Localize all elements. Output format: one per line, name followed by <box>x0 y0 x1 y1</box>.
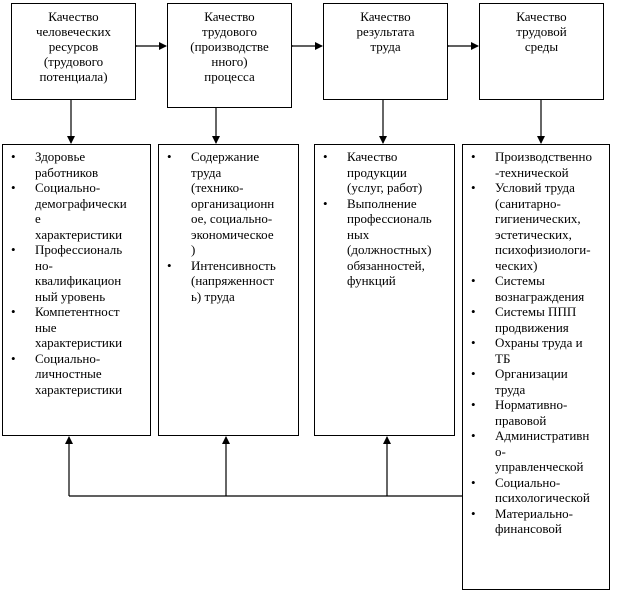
list-labor-process <box>158 144 299 436</box>
list-human-resources <box>2 144 151 436</box>
list-item: • Содержание труда (технико- организационн ое, социально- экономическое ) <box>165 149 292 258</box>
list-item: • Выполнение профессиональ ных (должностных) обязанностей, функций <box>321 196 448 289</box>
list-item: • Профессиональ но- квалификацион ный уровень <box>9 242 144 304</box>
list-item: • Здоровье работников <box>9 149 144 180</box>
list-item: • Социально- демографически е характеристики <box>9 180 144 242</box>
box-labor-environment-quality: Качество трудовой среды <box>479 3 604 100</box>
list-item: • Условий труда (санитарно- гигиенических, эстетических, психофизиологи- ческих) <box>469 180 603 273</box>
list-item: • Охраны труда и ТБ <box>469 335 603 366</box>
list-item: • Социально- психологической <box>469 475 603 506</box>
box-human-resources-quality: Качество человеческих ресурсов (трудового потенциала) <box>11 3 136 100</box>
box-labor-result-quality: Качество результата труда <box>323 3 448 100</box>
list-item: • Нормативно- правовой <box>469 397 603 428</box>
list-labor-environment <box>462 144 610 590</box>
box-labor-process-quality: Качество трудового (производстве нного) процесса <box>167 3 292 108</box>
list-item: • Производственно -технической <box>469 149 603 180</box>
list-item: • Компетентност ные характеристики <box>9 304 144 351</box>
list-labor-result <box>314 144 455 436</box>
list-item: • Системы вознаграждения <box>469 273 603 304</box>
list-item: • Административн о- управленческой <box>469 428 603 475</box>
list-item: • Организации труда <box>469 366 603 397</box>
list-item: • Интенсивность (напряженност ь) труда <box>165 258 292 305</box>
list-item: • Социально- личностные характеристики <box>9 351 144 398</box>
list-item: • Качество продукции (услуг, работ) <box>321 149 448 196</box>
list-item: • Системы ППП продвижения <box>469 304 603 335</box>
list-item: • Материально- финансовой <box>469 506 603 537</box>
